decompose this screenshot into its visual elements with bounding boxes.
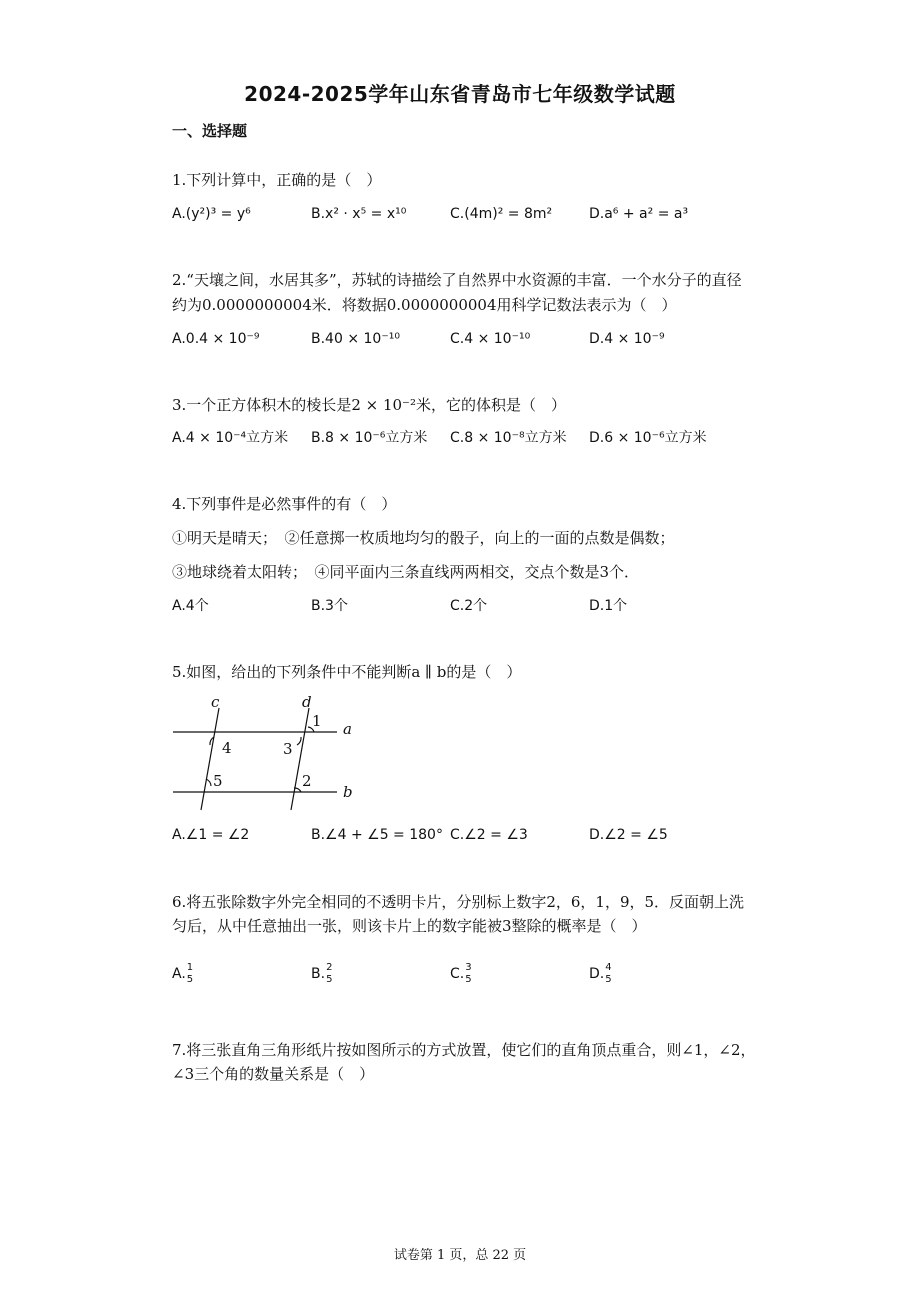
q4-option-b: B.3个 bbox=[311, 598, 348, 614]
q1-option-b: B.x² · x⁵ = x¹⁰ bbox=[311, 206, 407, 222]
q4-option-c: C.2个 bbox=[450, 598, 488, 614]
q1-option-c: C.(4m)² = 8m² bbox=[450, 206, 553, 222]
question-2-stem-line2: 约为0.0000000004米．将数据0.0000000004用科学记数法表示为（ ） bbox=[172, 296, 677, 314]
q5-option-c: C.∠2 = ∠3 bbox=[450, 827, 528, 843]
q3-option-b: B.8 × 10⁻⁶立方米 bbox=[311, 430, 428, 446]
q3-option-a: A.4 × 10⁻⁴立方米 bbox=[172, 430, 289, 446]
parallel-lines-figure bbox=[165, 690, 365, 815]
question-2-stem-line1: 2.“天壤之间，水居其多”，苏轼的诗描绘了自然界中水资源的丰富．一个水分子的直径 bbox=[172, 271, 742, 289]
q5-option-a: A.∠1 = ∠2 bbox=[172, 827, 250, 843]
label-d: d bbox=[302, 693, 312, 711]
q2-option-b: B.40 × 10⁻¹⁰ bbox=[311, 331, 400, 347]
q3-option-c: C.8 × 10⁻⁸立方米 bbox=[450, 430, 567, 446]
q1-option-d: D.a⁶ + a² = a³ bbox=[589, 206, 689, 222]
q2-option-d: D.4 × 10⁻⁹ bbox=[589, 331, 665, 347]
label-c: c bbox=[211, 693, 220, 711]
section-heading: 一、选择题 bbox=[172, 122, 248, 140]
q6-option-b: B. 2 5 bbox=[311, 962, 333, 985]
question-4-line2: ③地球绕着太阳转； ④同平面内三条直线两两相交，交点个数是3个． bbox=[172, 563, 640, 581]
question-7-stem-line2: ∠3三个角的数量关系是（ ） bbox=[172, 1065, 375, 1083]
q6-option-a: A. 1 5 bbox=[172, 962, 194, 985]
q6-option-c: C. 3 5 bbox=[450, 962, 472, 985]
question-4-line1: ①明天是晴天； ②任意掷一枚质地均匀的骰子，向上的一面的点数是偶数； bbox=[172, 529, 675, 547]
q5-option-d: D.∠2 = ∠5 bbox=[589, 827, 668, 843]
angle-label-3: 3 bbox=[283, 740, 293, 758]
page-title: 2024-2025学年山东省青岛市七年级数学试题 bbox=[244, 82, 676, 106]
label-a: a bbox=[343, 720, 352, 738]
question-6-stem-line2: 匀后，从中任意抽出一张，则该卡片上的数字能被3整除的概率是（ ） bbox=[172, 917, 647, 935]
q3-option-d: D.6 × 10⁻⁶立方米 bbox=[589, 430, 707, 446]
page-footer: 试卷第 1 页，总 22 页 bbox=[393, 1248, 527, 1263]
question-5-stem: 5.如图，给出的下列条件中不能判断a ∥ b的是（ ） bbox=[172, 663, 522, 681]
question-6-stem-line1: 6.将五张除数字外完全相同的不透明卡片，分别标上数字2，6，1，9，5．反面朝上洗 bbox=[172, 893, 745, 911]
q4-option-d: D.1个 bbox=[589, 598, 628, 614]
q1-option-a: A.(y²)³ = y⁶ bbox=[172, 206, 251, 222]
angle-label-1: 1 bbox=[312, 712, 322, 730]
angle-label-4: 4 bbox=[222, 739, 232, 757]
question-7-stem-line1: 7.将三张直角三角形纸片按如图所示的方式放置，使它们的直角顶点重合，则∠1，∠2， bbox=[172, 1041, 756, 1059]
angle-label-5: 5 bbox=[213, 772, 223, 790]
question-1-stem: 1.下列计算中，正确的是（ ） bbox=[172, 171, 382, 189]
q4-option-a: A.4个 bbox=[172, 598, 209, 614]
line-d bbox=[291, 708, 309, 810]
q2-option-a: A.0.4 × 10⁻⁹ bbox=[172, 331, 260, 347]
line-c bbox=[201, 708, 219, 810]
question-4-stem: 4.下列事件是必然事件的有（ ） bbox=[172, 495, 397, 513]
label-b: b bbox=[343, 783, 353, 801]
angle-label-2: 2 bbox=[302, 772, 312, 790]
question-3-stem: 3.一个正方体积木的棱长是2 × 10⁻²米，它的体积是（ ） bbox=[172, 396, 566, 414]
q2-option-c: C.4 × 10⁻¹⁰ bbox=[450, 331, 531, 347]
q6-option-d: D. 4 5 bbox=[589, 962, 612, 985]
q5-option-b: B.∠4 + ∠5 = 180° bbox=[311, 827, 443, 843]
